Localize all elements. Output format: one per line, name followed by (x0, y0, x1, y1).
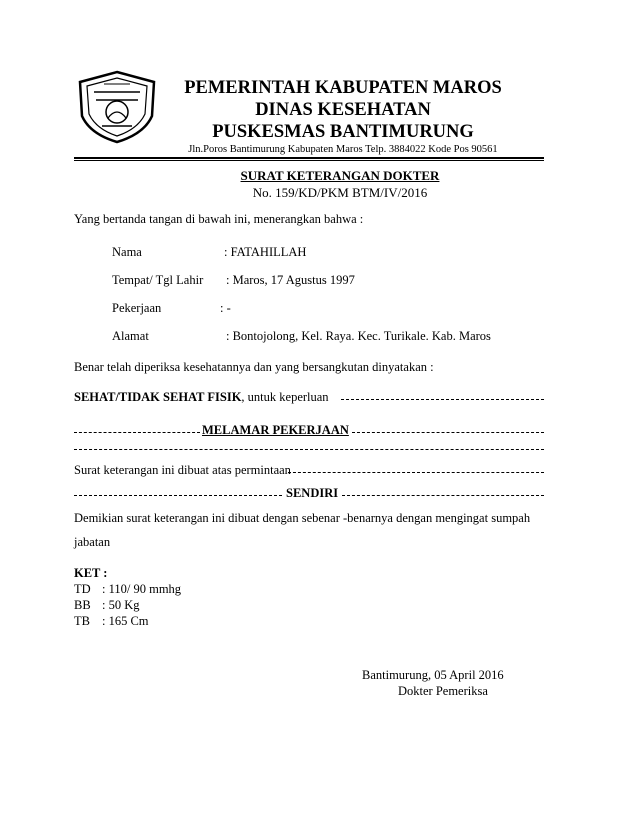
signature-role: Dokter Pemeriksa (398, 684, 488, 698)
header-puskesmas: PUSKESMAS BANTIMURUNG (212, 122, 474, 142)
closing-line-2: jabatan (74, 535, 111, 549)
ket-heading: KET : (74, 566, 108, 580)
ket-value-tb: : 165 Cm (102, 614, 149, 628)
dotted-fill (74, 495, 282, 496)
puskesmas-emblem-icon (74, 70, 160, 144)
purpose-row (74, 423, 544, 439)
header-address: Jln.Poros Bantimurung Kabupaten Maros Telp. 3884022 Kode Pos 90561 (188, 144, 498, 155)
field-value-nama: : FATAHILLAH (224, 245, 307, 259)
field-label-nama: Nama (112, 245, 142, 259)
dotted-line (74, 449, 544, 450)
header-department: DINAS KESEHATAN (255, 100, 431, 120)
header-divider (74, 157, 544, 159)
ket-label-tb: TB (74, 614, 90, 628)
dotted-fill (352, 432, 544, 433)
request-text: Surat keterangan ini dibuat atas permintaan (74, 463, 291, 477)
health-status: SEHAT/TIDAK SEHAT FISIK (74, 390, 242, 404)
field-label-ttl: Tempat/ Tgl Lahir (112, 273, 204, 287)
field-value-alamat: : Bontojolong, Kel. Raya. Kec. Turikale. Kab. Maros (226, 329, 491, 343)
ket-value-td: : 110/ 90 mmhg (102, 582, 182, 596)
dotted-fill (342, 495, 544, 496)
purpose-intro: , untuk keperluan (241, 390, 329, 404)
purpose-value: MELAMAR PEKERJAAN (202, 423, 349, 437)
requester-row (74, 486, 544, 502)
statement-text: Benar telah diperiksa kesehatannya dan yang bersangkutan dinyatakan : (74, 360, 434, 374)
ket-value-bb: : 50 Kg (102, 598, 140, 612)
closing-line-1: Demikian surat keterangan ini dibuat dengan sebenar -benarnya dengan mengingat sumpah (74, 511, 531, 525)
field-value-pekerjaan: : - (220, 301, 231, 315)
document-title: SURAT KETERANGAN DOKTER (240, 168, 440, 183)
header-divider-thin (74, 160, 544, 161)
field-label-pekerjaan: Pekerjaan (112, 301, 162, 315)
intro-text: Yang bertanda tangan di bawah ini, menerangkan bahwa : (74, 212, 364, 226)
signature-place-date: Bantimurung, 05 April 2016 (362, 668, 504, 682)
document-number: No. 159/KD/PKM BTM/IV/2016 (252, 185, 428, 200)
header-government: PEMERINTAH KABUPATEN MAROS (184, 78, 502, 98)
ket-label-bb: BB (74, 598, 91, 612)
health-status-row (74, 390, 544, 406)
field-label-alamat: Alamat (112, 329, 149, 343)
ket-label-td: TD (74, 582, 91, 596)
requester-value: SENDIRI (286, 486, 339, 500)
field-value-ttl: : Maros, 17 Agustus 1997 (226, 273, 355, 287)
dotted-fill (74, 432, 200, 433)
request-row (74, 463, 544, 479)
dotted-fill (288, 472, 544, 473)
dotted-fill (341, 399, 544, 400)
